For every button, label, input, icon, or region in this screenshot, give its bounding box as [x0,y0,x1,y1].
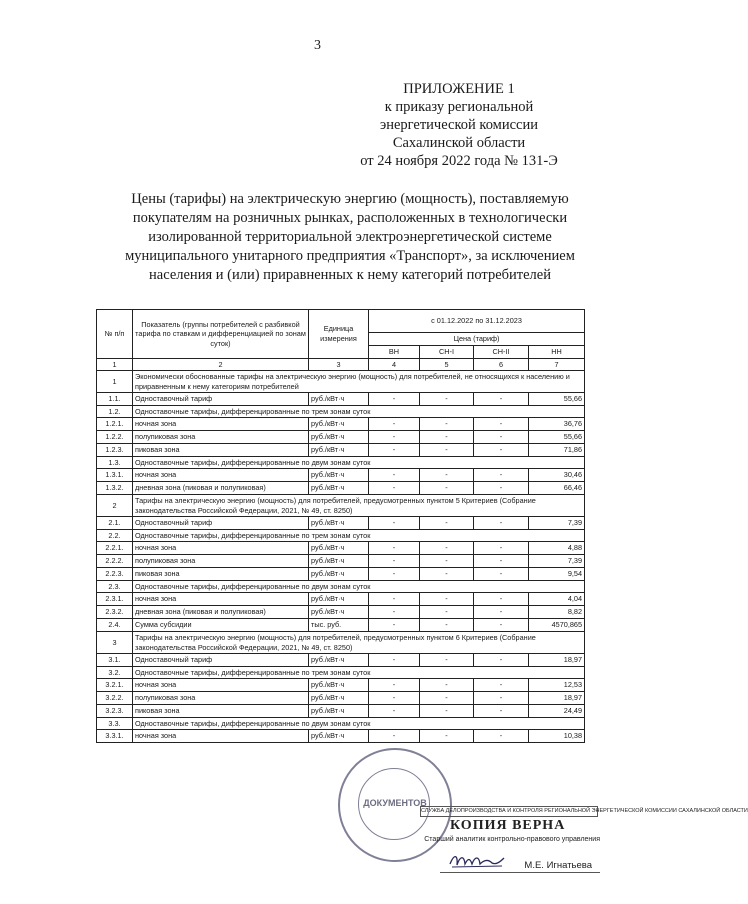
row-unit: руб./кВт·ч [309,542,369,555]
subsection-title: Одноставочные тарифы, дифференцированные по трем зонам суток [133,406,585,418]
appendix-line: к приказу региональной [384,99,534,115]
value-sn2: - [474,469,529,482]
row-unit: руб./кВт·ч [309,730,369,743]
table-row [97,654,585,667]
section-title: Тарифы на электрическую энергию (мощность) для потребителей, предусмотренных пунктом 5 Критериев (Собрание законодательства Российской Федерации, 2021, № 49, ст. 8250) [133,495,585,517]
page-number: 3 [314,38,321,53]
row-unit: руб./кВт·ч [309,469,369,482]
value-sn2: - [474,444,529,457]
row-indicator: Одноставочный тариф [133,654,309,667]
row-indicator: ночная зона [133,418,309,431]
row-number: 2.4. [97,619,133,632]
row-number: 2.2. [97,530,133,542]
column-number: 6 [474,359,529,371]
row-unit: руб./кВт·ч [309,568,369,581]
value-sn1: - [420,542,474,555]
row-unit: руб./кВт·ч [309,606,369,619]
value-nn: 24,49 [529,705,585,718]
header-vn: ВН [369,346,420,359]
header-indicator: Показатель (группы потребителей с разбивкой тарифа по ставкам и дифференциацией по зонам суток) [133,310,309,359]
row-number: 1.1. [97,393,133,406]
value-vn: - [369,654,420,667]
value-vn: - [369,431,420,444]
value-sn1: - [420,619,474,632]
value-sn1: - [420,568,474,581]
column-number: 1 [97,359,133,371]
subsection-title: Одноставочные тарифы, дифференцированные по трем зонам суток [133,667,585,679]
signature-line [440,872,600,873]
value-nn: 55,66 [529,431,585,444]
subsection-title: Одноставочные тарифы, дифференцированные по трем зонам суток [133,530,585,542]
handwritten-signature [448,850,506,870]
value-sn1: - [420,517,474,530]
row-number: 1.2.2. [97,431,133,444]
row-unit: руб./кВт·ч [309,482,369,495]
table-row [97,418,585,431]
row-indicator: Сумма субсидии [133,619,309,632]
value-vn: - [369,517,420,530]
row-number: 2 [97,495,133,517]
row-number: 1.2.3. [97,444,133,457]
subsection-title: Одноставочные тарифы, дифференцированные по двум зонам суток [133,457,585,469]
row-number: 1 [97,371,133,393]
row-unit: руб./кВт·ч [309,692,369,705]
row-unit: тыс. руб. [309,619,369,632]
value-nn: 36,76 [529,418,585,431]
value-sn1: - [420,679,474,692]
value-sn2: - [474,593,529,606]
copy-stamp-header: СЛУЖБА ДЕЛОПРОИЗВОДСТВА И КОНТРОЛЯ РЕГИОНАЛЬНОЙ ЭНЕРГЕТИЧЕСКОЙ КОМИССИИ САХАЛИНСКОЙ ОБЛАСТИ [420,806,598,817]
value-nn: 9,54 [529,568,585,581]
value-nn: 7,39 [529,555,585,568]
value-vn: - [369,482,420,495]
header-nn: НН [529,346,585,359]
table-row [97,606,585,619]
value-sn2: - [474,654,529,667]
row-indicator: ночная зона [133,679,309,692]
table-row [97,542,585,555]
value-nn: 7,39 [529,517,585,530]
value-sn1: - [420,431,474,444]
row-number: 2.3.2. [97,606,133,619]
row-number: 3.2. [97,667,133,679]
section-title: Экономически обоснованные тарифы на электрическую энергию (мощность) для потребителей, не относящихся к населению и приравненным к нему категориям потребителей [133,371,585,393]
value-nn: 66,46 [529,482,585,495]
value-sn1: - [420,606,474,619]
copy-stamp-title: КОПИЯ ВЕРНА [450,818,566,833]
row-number: 1.3.1. [97,469,133,482]
table-row [97,431,585,444]
value-nn: 12,53 [529,679,585,692]
appendix-title: ПРИЛОЖЕНИЕ 1 [403,81,515,97]
row-unit: руб./кВт·ч [309,393,369,406]
table-subsection-row [97,581,585,593]
value-vn: - [369,444,420,457]
table-section-row [97,632,585,654]
row-indicator: пиковая зона [133,444,309,457]
table-subsection-row [97,406,585,418]
table-row [97,593,585,606]
header-num: № п/п [97,310,133,359]
table-subsection-row [97,457,585,469]
seal-text: ДОКУМЕНТОВ [363,798,427,808]
row-unit: руб./кВт·ч [309,418,369,431]
row-number: 3 [97,632,133,654]
table-subsection-row [97,530,585,542]
value-vn: - [369,418,420,431]
row-unit: руб./кВт·ч [309,679,369,692]
value-sn1: - [420,469,474,482]
value-sn2: - [474,555,529,568]
value-sn1: - [420,730,474,743]
row-indicator: полупиковая зона [133,431,309,444]
row-indicator: ночная зона [133,542,309,555]
value-sn1: - [420,555,474,568]
row-unit: руб./кВт·ч [309,444,369,457]
value-vn: - [369,393,420,406]
table-subsection-row [97,667,585,679]
value-nn: 4,88 [529,542,585,555]
value-nn: 4570,865 [529,619,585,632]
value-sn2: - [474,692,529,705]
value-vn: - [369,555,420,568]
header-unit: Единица измерения [309,310,369,359]
appendix-block [339,80,579,170]
copy-stamp-department: Старший аналитик контрольно-правового управления [424,836,600,843]
value-sn1: - [420,393,474,406]
row-number: 2.2.1. [97,542,133,555]
column-number: 4 [369,359,420,371]
row-indicator: ночная зона [133,469,309,482]
row-number: 1.3. [97,457,133,469]
value-vn: - [369,542,420,555]
value-sn1: - [420,482,474,495]
value-vn: - [369,568,420,581]
table-row [97,393,585,406]
value-sn1: - [420,692,474,705]
row-indicator: полупиковая зона [133,692,309,705]
row-unit: руб./кВт·ч [309,593,369,606]
value-vn: - [369,606,420,619]
copy-stamp-name: М.Е. Игнатьева [524,860,592,871]
value-nn: 10,38 [529,730,585,743]
value-sn1: - [420,444,474,457]
value-sn2: - [474,705,529,718]
value-sn2: - [474,418,529,431]
table-row [97,482,585,495]
row-number: 3.2.3. [97,705,133,718]
value-sn1: - [420,418,474,431]
value-vn: - [369,692,420,705]
table-section-row [97,371,585,393]
row-number: 2.3. [97,581,133,593]
header-sn2: СН-II [474,346,529,359]
row-number: 1.2.1. [97,418,133,431]
column-number: 7 [529,359,585,371]
document-heading: Цены (тарифы) на электрическую энергию (мощность), поставляемую покупателям на розничных рынках, расположенных в технологически изолированной территориальной электроэнергетической системе муниципального унитарного предприятия «Транспорт», за исключением населения и (или) приравненных к нему категорий потребителей [125,191,575,283]
row-number: 2.1. [97,517,133,530]
value-sn2: - [474,606,529,619]
row-indicator: дневная зона (пиковая и полупиковая) [133,606,309,619]
value-vn: - [369,619,420,632]
value-sn2: - [474,730,529,743]
table-subsection-row [97,718,585,730]
value-nn: 18,97 [529,654,585,667]
table-row [97,679,585,692]
row-indicator: полупиковая зона [133,555,309,568]
table-row [97,619,585,632]
row-indicator: пиковая зона [133,705,309,718]
row-number: 3.1. [97,654,133,667]
row-number: 2.2.3. [97,568,133,581]
row-number: 3.3. [97,718,133,730]
header-period: с 01.12.2022 по 31.12.2023 [369,310,585,333]
table-row [97,555,585,568]
value-nn: 30,46 [529,469,585,482]
value-sn2: - [474,619,529,632]
value-sn2: - [474,679,529,692]
appendix-date: от 24 ноября 2022 года № 131-Э [360,153,558,169]
section-title: Тарифы на электрическую энергию (мощность) для потребителей, предусмотренных пунктом 6 Критериев (Собрание законодательства Российской Федерации, 2021, № 49, ст. 8250) [133,632,585,654]
column-number: 2 [133,359,309,371]
subsection-title: Одноставочные тарифы, дифференцированные по двум зонам суток [133,718,585,730]
value-vn: - [369,730,420,743]
appendix-line: Сахалинской области [392,135,526,151]
row-unit: руб./кВт·ч [309,517,369,530]
row-indicator: ночная зона [133,730,309,743]
value-sn2: - [474,431,529,444]
table-row [97,469,585,482]
value-nn: 8,82 [529,606,585,619]
value-sn1: - [420,654,474,667]
row-unit: руб./кВт·ч [309,654,369,667]
column-number: 3 [309,359,369,371]
row-unit: руб./кВт·ч [309,431,369,444]
value-nn: 71,86 [529,444,585,457]
row-number: 3.2.2. [97,692,133,705]
value-sn2: - [474,568,529,581]
row-number: 3.3.1. [97,730,133,743]
value-sn1: - [420,593,474,606]
row-number: 1.3.2. [97,482,133,495]
value-sn2: - [474,517,529,530]
row-unit: руб./кВт·ч [309,705,369,718]
column-number: 5 [420,359,474,371]
value-vn: - [369,469,420,482]
value-vn: - [369,679,420,692]
table-row [97,705,585,718]
table-row [97,444,585,457]
table-row [97,730,585,743]
copy-certification-stamp [420,806,748,876]
row-unit: руб./кВт·ч [309,555,369,568]
subsection-title: Одноставочные тарифы, дифференцированные по двум зонам суток [133,581,585,593]
table-row [97,568,585,581]
table-row [97,517,585,530]
header-sn1: СН-I [420,346,474,359]
value-vn: - [369,593,420,606]
value-sn2: - [474,393,529,406]
tariff-table [96,309,585,743]
row-indicator: дневная зона (пиковая и полупиковая) [133,482,309,495]
value-sn1: - [420,705,474,718]
header-price: Цена (тариф) [369,333,585,346]
table-body [97,371,585,743]
table-section-row [97,495,585,517]
value-sn2: - [474,542,529,555]
value-nn: 4,04 [529,593,585,606]
value-sn2: - [474,482,529,495]
row-number: 3.2.1. [97,679,133,692]
appendix-line: энергетической комиссии [379,117,539,133]
value-nn: 18,97 [529,692,585,705]
row-indicator: пиковая зона [133,568,309,581]
table-row [97,692,585,705]
row-number: 2.3.1. [97,593,133,606]
row-number: 2.2.2. [97,555,133,568]
row-indicator: ночная зона [133,593,309,606]
row-indicator: Одноставочный тариф [133,393,309,406]
row-number: 1.2. [97,406,133,418]
row-indicator: Одноставочный тариф [133,517,309,530]
value-nn: 55,66 [529,393,585,406]
value-vn: - [369,705,420,718]
